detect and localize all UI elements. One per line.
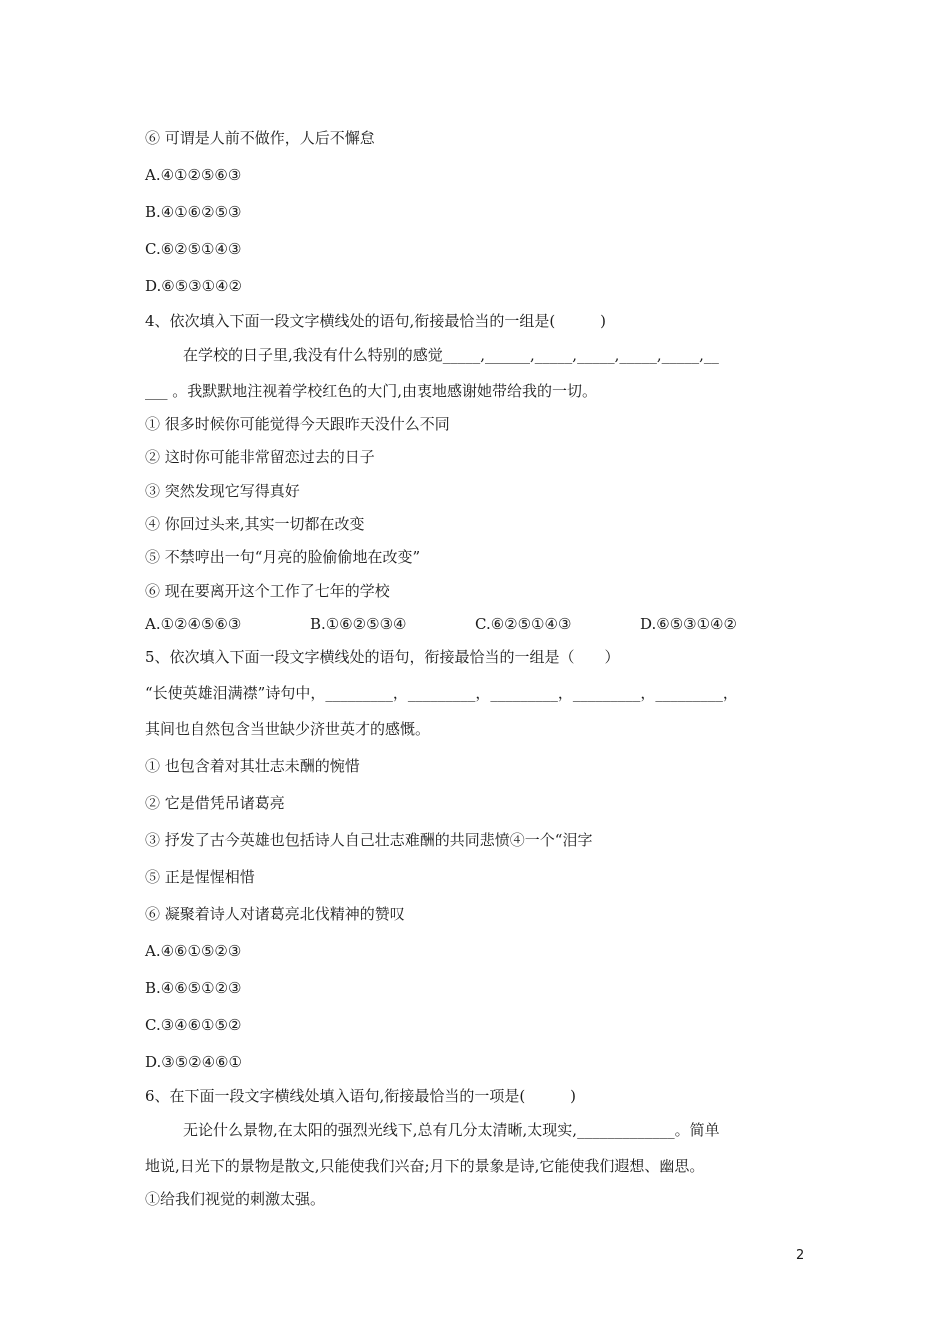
q5-answer-c: C.③④⑥①⑤② bbox=[145, 1016, 242, 1034]
q4-option-5: ⑤ 不禁哼出一句“月亮的脸偷偷地在改变” bbox=[145, 548, 421, 566]
q5-answer-b: B.④⑥⑤①②③ bbox=[145, 979, 242, 997]
q5-option-2: ② 它是借凭吊诸葛亮 bbox=[145, 794, 285, 812]
q4-answer-a: A.①②④⑤⑥③ bbox=[145, 615, 242, 633]
question-4: 4、依次填入下面一段文字横线处的语句,衔接最恰当的一组是( ) bbox=[145, 312, 607, 330]
q6-passage-line-1: 无论什么景物,在太阳的强烈光线下,总有几分太清晰,太现实,_____________。简单 bbox=[183, 1121, 720, 1139]
q4-passage-line-1: 在学校的日子里,我没有什么特别的感觉_____,______,_____,_____,_____,_____,__ bbox=[183, 346, 719, 364]
answer-b: B.④①⑥②⑤③ bbox=[145, 203, 242, 221]
q5-option-5: ⑤ 正是惺惺相惜 bbox=[145, 868, 255, 886]
q4-option-6: ⑥ 现在要离开这个工作了七年的学校 bbox=[145, 582, 390, 600]
option-line-6: ⑥ 可谓是人前不做作，人后不懈怠 bbox=[145, 129, 375, 147]
q4-answer-d: D.⑥⑤③①④② bbox=[640, 615, 737, 633]
q5-answer-a: A.④⑥①⑤②③ bbox=[145, 942, 242, 960]
q4-answers-row bbox=[145, 614, 737, 634]
q5-option-1: ① 也包含着对其壮志未酬的惋惜 bbox=[145, 757, 360, 775]
q4-option-3: ③ 突然发现它写得真好 bbox=[145, 482, 300, 500]
answer-d: D.⑥⑤③①④② bbox=[145, 277, 242, 295]
answer-c: C.⑥②⑤①④③ bbox=[145, 240, 242, 258]
q4-answer-c: C.⑥②⑤①④③ bbox=[475, 615, 572, 633]
q4-answer-b: B.①⑥②⑤③④ bbox=[310, 615, 407, 633]
q5-answer-d: D.③⑤②④⑥① bbox=[145, 1053, 242, 1071]
q5-passage-line-2: 其间也自然包含当世缺少济世英才的感慨。 bbox=[145, 720, 431, 738]
q4-option-1: ① 很多时候你可能觉得今天跟昨天没什么不同 bbox=[145, 415, 450, 433]
q4-option-2: ② 这时你可能非常留恋过去的日子 bbox=[145, 448, 375, 466]
q5-option-6: ⑥ 凝聚着诗人对诸葛亮北伐精神的赞叹 bbox=[145, 905, 405, 923]
question-5: 5、依次填入下面一段文字横线处的语句，衔接最恰当的一组是（ ） bbox=[145, 648, 620, 666]
q4-option-4: ④ 你回过头来,其实一切都在改变 bbox=[145, 515, 365, 533]
answer-a: A.④①②⑤⑥③ bbox=[145, 166, 242, 184]
q6-passage-line-2: 地说,日光下的景物是散文,只能使我们兴奋;月下的景象是诗,它能使我们遐想、幽思。 bbox=[145, 1157, 705, 1175]
q4-passage-line-2: ___ 。我默默地注视着学校红色的大门,由衷地感谢她带给我的一切。 bbox=[145, 382, 598, 400]
q6-option-1: ①给我们视觉的刺激太强。 bbox=[145, 1190, 326, 1208]
q5-passage-line-1: “长使英雄泪满襟”诗句中，_________，_________，_________，_________，_________， bbox=[145, 684, 738, 702]
question-6: 6、在下面一段文字横线处填入语句,衔接最恰当的一项是( ) bbox=[145, 1087, 577, 1105]
page-number: 2 bbox=[796, 1248, 805, 1263]
q5-option-3-4: ③ 抒发了古今英雄也包括诗人自己壮志难酬的共同悲愤④一个“泪字 bbox=[145, 831, 593, 849]
